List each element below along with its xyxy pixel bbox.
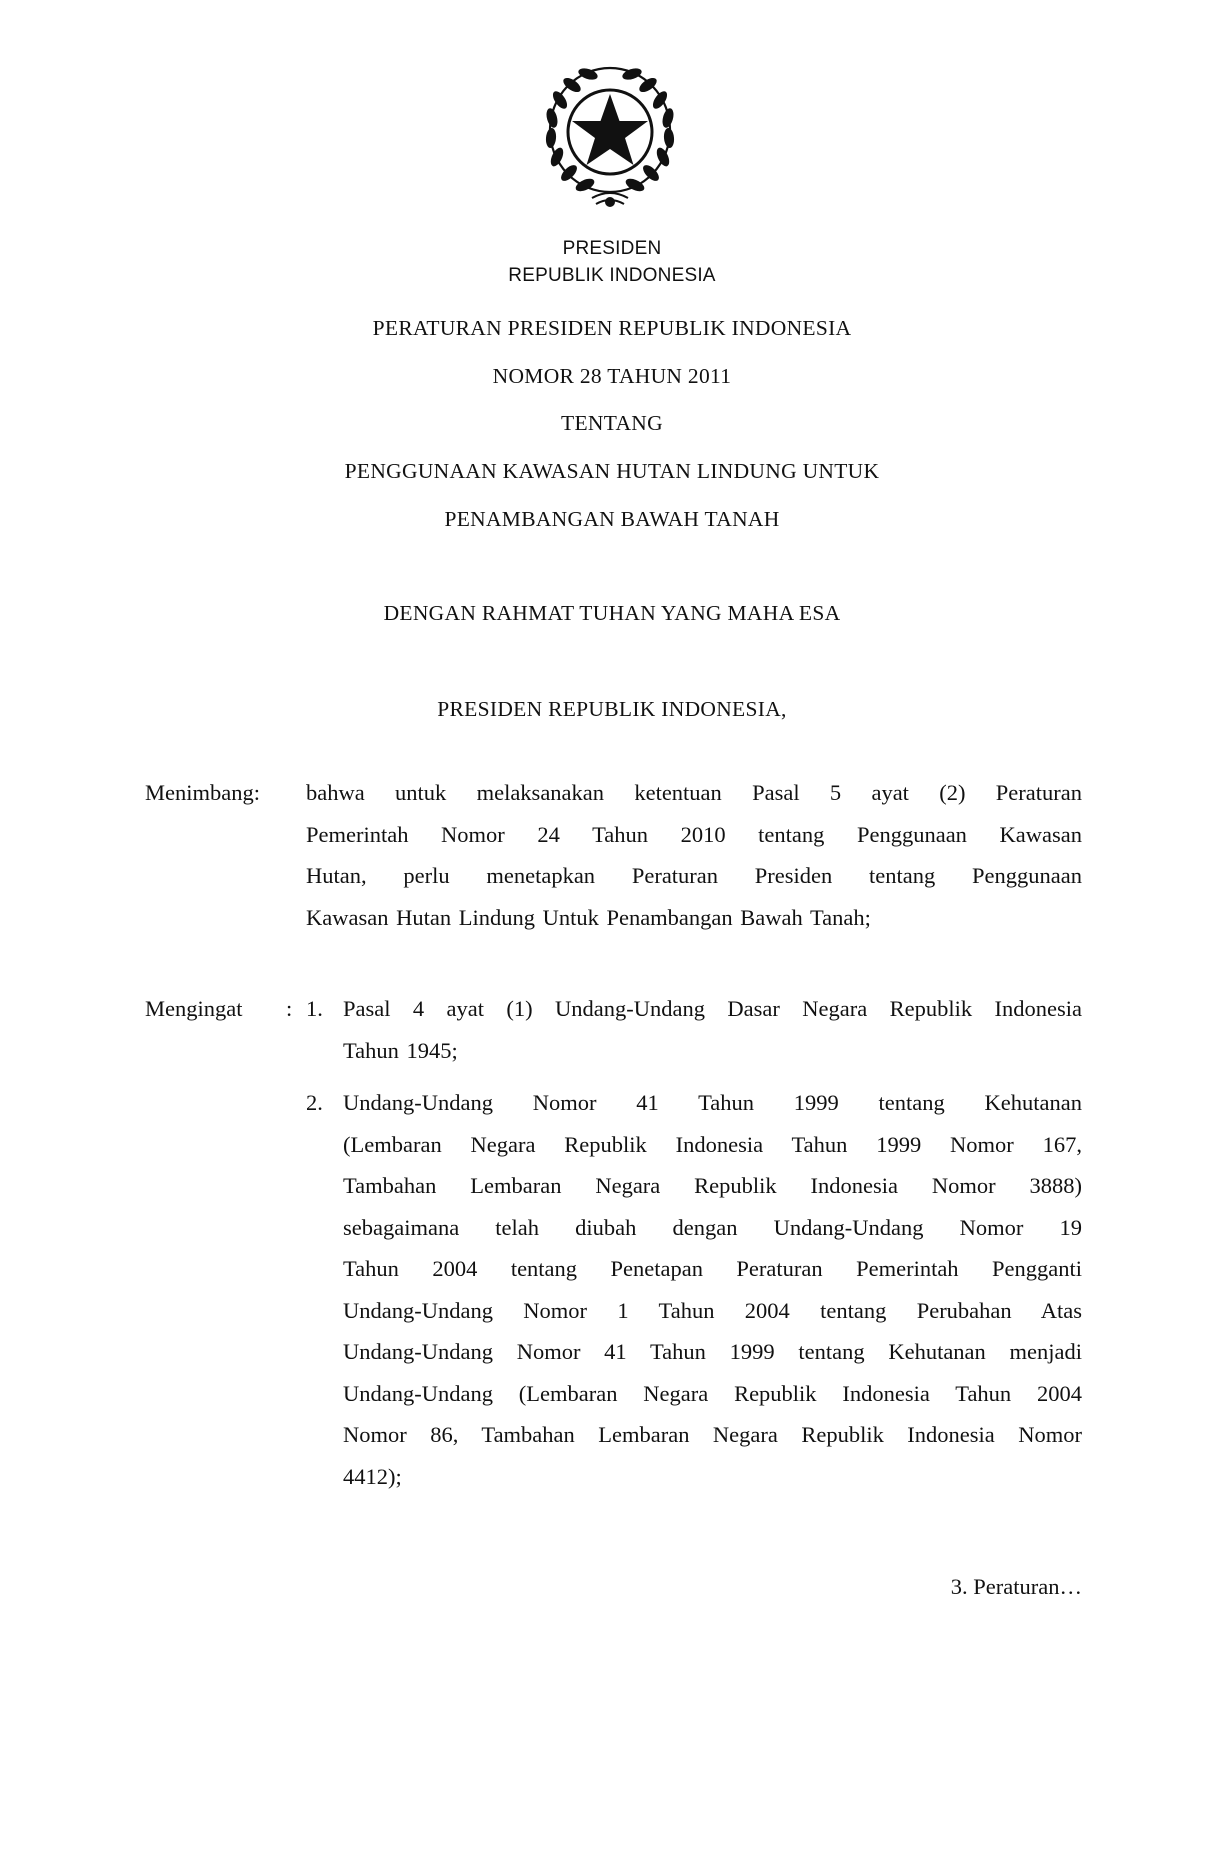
mengingat-item-line: sebagaimana telah diubah dengan Undang-Undang Nomor 19 bbox=[343, 1214, 1082, 1240]
mengingat-item-number: 1. bbox=[306, 996, 323, 1021]
menimbang-line: Hutan, perlu menetapkan Peraturan Presiden tentang Penggunaan bbox=[306, 863, 1082, 888]
mengingat-item-line: (Lembaran Negara Republik Indonesia Tahun 1999 Nomor 167, bbox=[343, 1131, 1082, 1157]
mengingat-item-line: Tahun 2004 tentang Penetapan Peraturan Pemerintah Pengganti bbox=[343, 1256, 1082, 1281]
header-org-line2: REPUBLIK INDONESIA bbox=[508, 265, 716, 286]
menimbang-line: Kawasan Hutan Lindung Untuk Penambangan Bawah Tanah; bbox=[306, 904, 871, 930]
menimbang-text bbox=[306, 772, 1082, 938]
mengingat-item-line: Undang-Undang (Lembaran Negara Republik Indonesia Tahun 2004 bbox=[343, 1380, 1082, 1406]
mengingat-item-number: 2. bbox=[306, 1090, 323, 1115]
title-line4: PENGGUNAAN KAWASAN HUTAN LINDUNG UNTUK bbox=[344, 459, 880, 483]
header-org-line1: PRESIDEN bbox=[562, 238, 662, 259]
mengingat-colon: : bbox=[286, 996, 293, 1021]
title-line3: TENTANG bbox=[561, 411, 663, 435]
mengingat-item-line: Undang-Undang Nomor 41 Tahun 1999 tentang Kehutanan bbox=[343, 1090, 1082, 1115]
mengingat-item-line: Pasal 4 ayat (1) Undang-Undang Dasar Negara Republik Indonesia bbox=[343, 996, 1082, 1021]
mengingat-item-line: Tambahan Lembaran Negara Republik Indonesia Nomor 3888) bbox=[343, 1173, 1082, 1198]
title-line2: NOMOR 28 TAHUN 2011 bbox=[492, 364, 732, 388]
menimbang-line: bahwa untuk melaksanakan ketentuan Pasal 5 ayat (2) Peraturan bbox=[306, 780, 1082, 805]
catchword: 3. Peraturan… bbox=[950, 1574, 1082, 1599]
mengingat-item-1 bbox=[343, 988, 1082, 1071]
mengingat-item-line: Undang-Undang Nomor 1 Tahun 2004 tentang Perubahan Atas bbox=[343, 1297, 1082, 1323]
issuer: PRESIDEN REPUBLIK INDONESIA, bbox=[437, 697, 787, 721]
mengingat-item-line: 4412); bbox=[343, 1463, 402, 1489]
invocation: DENGAN RAHMAT TUHAN YANG MAHA ESA bbox=[383, 601, 841, 625]
mengingat-item-line: Nomor 86, Tambahan Lembaran Negara Republik Indonesia Nomor bbox=[343, 1422, 1082, 1447]
mengingat-label: Mengingat bbox=[145, 996, 243, 1021]
menimbang-label: Menimbang: bbox=[145, 780, 260, 805]
mengingat-item-line: Undang-Undang Nomor 41 Tahun 1999 tentang Kehutanan menjadi bbox=[343, 1339, 1082, 1364]
title-line5: PENAMBANGAN BAWAH TANAH bbox=[444, 507, 780, 531]
menimbang-line: Pemerintah Nomor 24 Tahun 2010 tentang Penggunaan Kawasan bbox=[306, 821, 1082, 847]
mengingat-item-line: Tahun 1945; bbox=[343, 1037, 458, 1063]
presidential-seal-icon bbox=[530, 52, 690, 218]
title-line1: PERATURAN PRESIDEN REPUBLIK INDONESIA bbox=[372, 316, 852, 340]
mengingat-item-2 bbox=[343, 1082, 1082, 1497]
